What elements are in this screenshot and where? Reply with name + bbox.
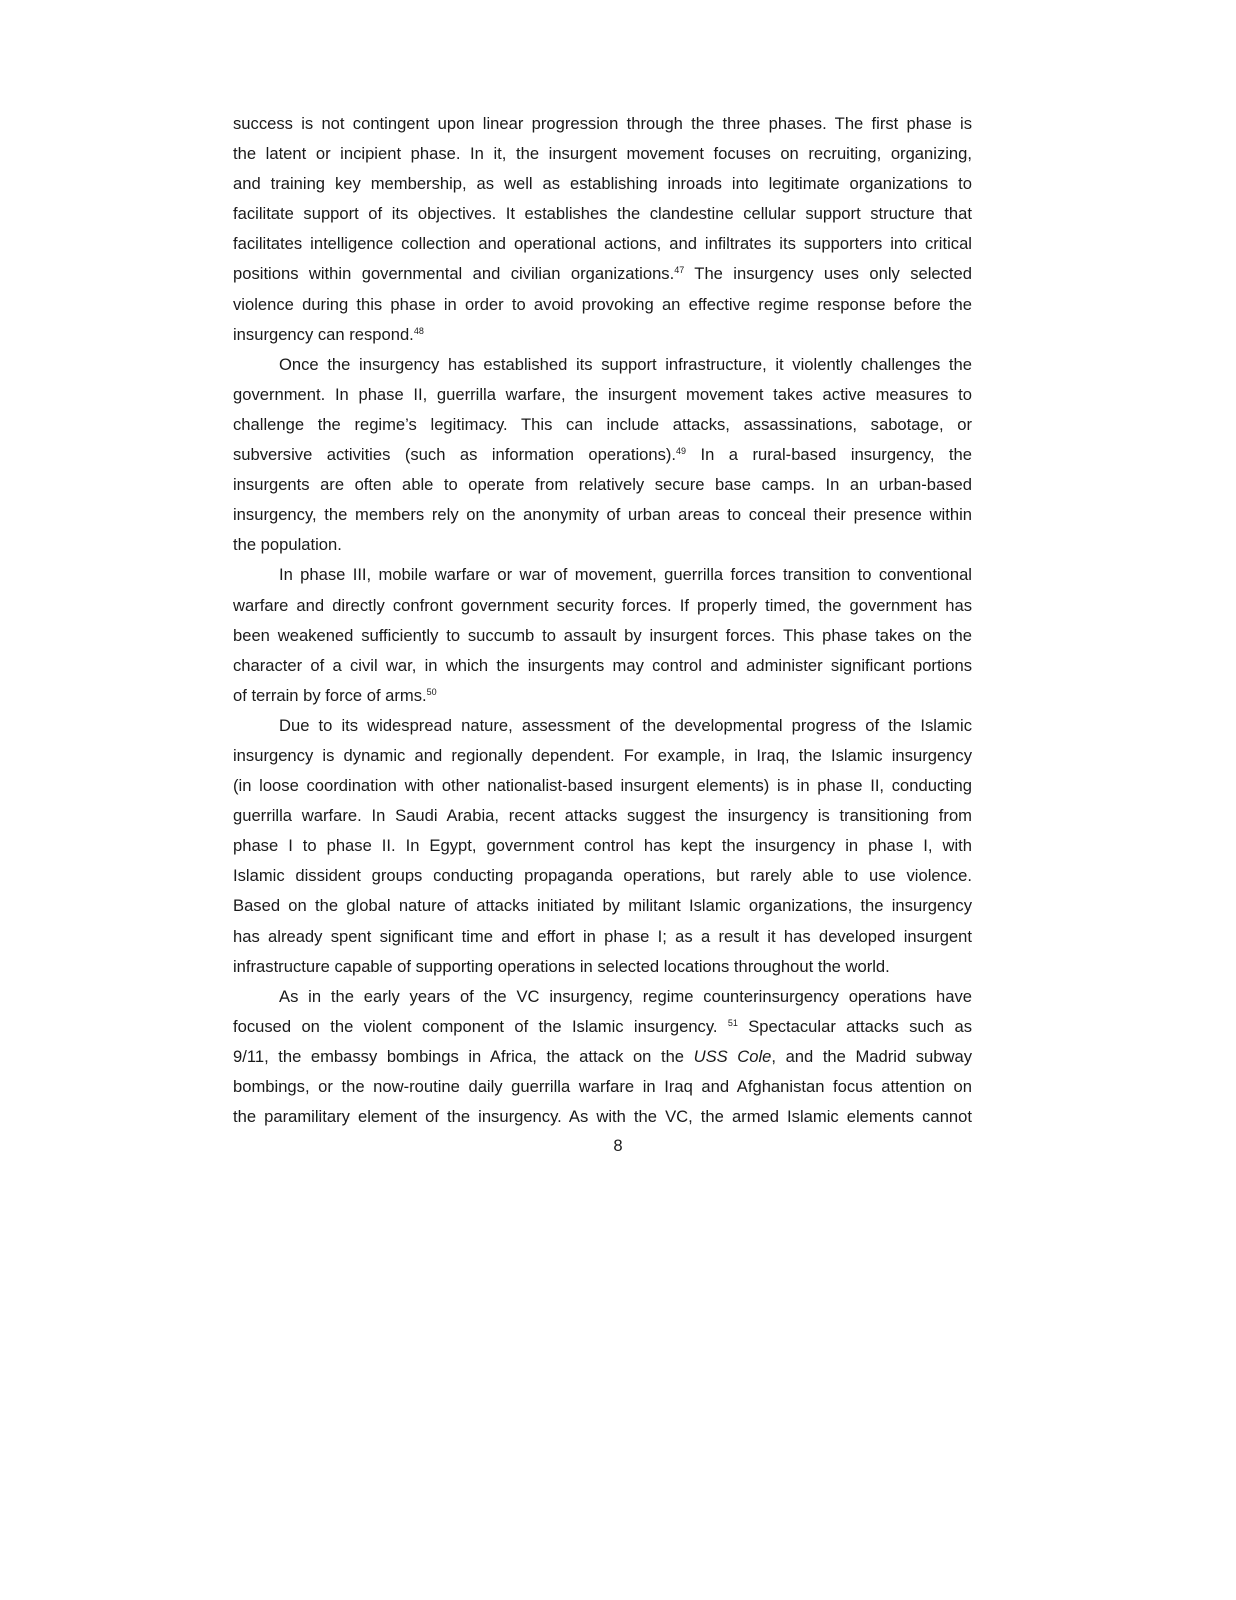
text-segment: the paramilitary element of the insurgency. As with the VC, the armed Islamic elements cannot xyxy=(233,1107,972,1127)
text-segment: and training key membership, as well as establishing inroads into legitimate organizations to xyxy=(233,174,972,194)
text-line xyxy=(233,982,972,1012)
text-line xyxy=(233,290,972,320)
text-line xyxy=(233,139,972,169)
text-segment: Once the insurgency has established its support infrastructure, it violently challenges the xyxy=(279,354,972,374)
text-segment: challenge the regime’s legitimacy. This can include attacks, assassinations, sabotage, or xyxy=(233,414,972,434)
text-line xyxy=(233,771,972,801)
text-segment: warfare and directly confront government security forces. If properly timed, the government has xyxy=(233,595,972,615)
text-line xyxy=(233,470,972,500)
text-line xyxy=(233,861,972,891)
text-segment: , and the Madrid subway xyxy=(771,1046,972,1066)
text-line xyxy=(233,891,972,921)
text-line xyxy=(233,320,972,350)
text-segment: The insurgency uses only selected xyxy=(684,264,972,284)
text-segment: character of a civil war, in which the insurgents may control and administer significant portions xyxy=(233,655,972,675)
text-line xyxy=(233,440,972,470)
text-segment: positions within governmental and civilian organizations. xyxy=(233,264,675,284)
text-line xyxy=(233,741,972,771)
text-segment: facilitates intelligence collection and operational actions, and infiltrates its supporters into critical xyxy=(233,234,972,254)
text-segment: insurgents are often able to operate from relatively secure base camps. In an urban-based xyxy=(233,475,972,495)
text-line xyxy=(233,711,972,741)
footnote-ref: 49 xyxy=(676,446,687,457)
text-line xyxy=(233,952,972,982)
text-segment: guerrilla warfare. In Saudi Arabia, recent attacks suggest the insurgency is transitioning from xyxy=(233,806,972,826)
text-segment: (in loose coordination with other nationalist-based insurgent elements) is in phase II, conducting xyxy=(233,776,972,796)
text-segment: insurgency is dynamic and regionally dependent. For example, in Iraq, the Islamic insurgency xyxy=(233,745,972,765)
text-segment: insurgency, the members rely on the anonymity of urban areas to conceal their presence within xyxy=(233,505,972,525)
text-segment: insurgency can respond. xyxy=(233,324,414,344)
text-segment: phase I to phase II. In Egypt, government control has kept the insurgency in phase I, with xyxy=(233,836,972,856)
footnote-ref: 50 xyxy=(426,686,437,697)
text-segment: Due to its widespread nature, assessment of the developmental progress of the Islamic xyxy=(279,715,972,735)
text-segment: been weakened sufficiently to succumb to assault by insurgent forces. This phase takes on the xyxy=(233,625,972,645)
text-line xyxy=(233,169,972,199)
text-segment: success is not contingent upon linear progression through the three phases. The first phase is xyxy=(233,114,972,133)
text-line xyxy=(233,1042,972,1072)
text-line xyxy=(233,560,972,590)
text-line xyxy=(233,591,972,621)
text-line xyxy=(233,109,972,139)
text-line xyxy=(233,380,972,410)
footnote-ref: 51 xyxy=(727,1017,738,1028)
footnote-ref: 48 xyxy=(413,325,424,336)
text-segment: Based on the global nature of attacks initiated by militant Islamic organizations, the insurgency xyxy=(233,896,972,916)
italic-text: USS Cole xyxy=(693,1046,772,1066)
text-line xyxy=(233,1072,972,1102)
text-segment: 9/11, the embassy bombings in Africa, the attack on the xyxy=(233,1046,694,1066)
text-segment: subversive activities (such as information operations). xyxy=(233,445,677,465)
footnote-ref: 47 xyxy=(674,265,685,276)
text-segment: the population. xyxy=(233,535,342,555)
text-line xyxy=(233,1012,972,1042)
body-text xyxy=(233,109,972,1132)
text-line xyxy=(233,500,972,530)
text-segment: violence during this phase in order to avoid provoking an effective regime response before the xyxy=(233,294,972,314)
text-segment: bombings, or the now-routine daily guerrilla warfare in Iraq and Afghanistan focus attention on xyxy=(233,1077,972,1096)
text-line xyxy=(233,922,972,952)
text-segment: government. In phase II, guerrilla warfare, the insurgent movement takes active measures to xyxy=(233,384,972,404)
text-segment: Islamic dissident groups conducting propaganda operations, but rarely able to use violence. xyxy=(233,866,972,886)
text-line xyxy=(233,199,972,229)
text-segment: Spectacular attacks such as xyxy=(737,1016,972,1036)
page-number: 8 xyxy=(613,1136,623,1155)
text-segment: focused on the violent component of the Islamic insurgency. xyxy=(233,1016,728,1036)
text-line xyxy=(233,350,972,380)
text-segment: of terrain by force of arms. xyxy=(233,685,427,705)
text-line xyxy=(233,681,972,711)
text-line xyxy=(233,621,972,651)
text-line xyxy=(233,530,972,560)
text-line xyxy=(233,831,972,861)
text-segment: facilitate support of its objectives. It establishes the clandestine cellular support structure that xyxy=(233,204,972,224)
text-line xyxy=(233,410,972,440)
text-line xyxy=(233,801,972,831)
text-line xyxy=(233,229,972,259)
text-segment: As in the early years of the VC insurgency, regime counterinsurgency operations have xyxy=(279,986,972,1006)
text-segment: infrastructure capable of supporting operations in selected locations throughout the world. xyxy=(233,956,890,976)
text-segment: In a rural-based insurgency, the xyxy=(686,445,973,465)
text-line xyxy=(233,1102,972,1132)
text-line xyxy=(233,651,972,681)
text-segment: has already spent significant time and effort in phase I; as a result it has developed insurgent xyxy=(233,926,972,946)
text-segment: In phase III, mobile warfare or war of movement, guerrilla forces transition to conventional xyxy=(279,565,972,585)
text-line xyxy=(233,259,972,289)
text-segment: the latent or incipient phase. In it, the insurgent movement focuses on recruiting, organizing, xyxy=(233,144,972,164)
